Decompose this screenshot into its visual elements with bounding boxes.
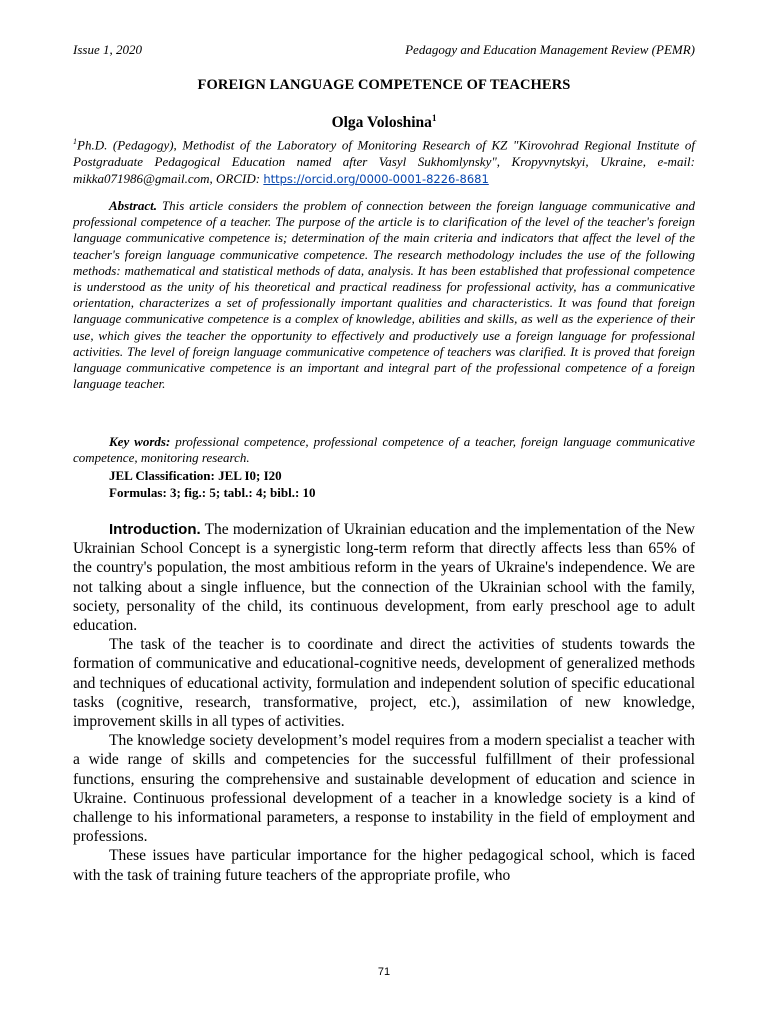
body-text	[73, 520, 695, 885]
formulas-count: Formulas: 3; fig.: 5; tabl.: 4; bibl.: 10	[109, 485, 316, 500]
journal-name: Pedagogy and Education Management Review (PEMR)	[405, 42, 695, 57]
author-footnote-marker: 1	[431, 113, 437, 123]
article-title: FOREIGN LANGUAGE COMPETENCE OF TEACHERS	[197, 77, 571, 93]
keywords	[73, 434, 695, 466]
paragraph-2: The task of the teacher is to coordinate and direct the activities of students towards the formation of communicative and educational-cognitive needs, development of generalized methods and techniques of educational activity, formulation and independent solution of specific educational tasks (cognitive, research, transformative, project, etc.), assimilation of new knowledge, improvement skills in all types of activities.	[73, 636, 695, 731]
issue-label: Issue 1, 2020	[73, 42, 142, 57]
affiliation	[73, 134, 695, 188]
abstract-text: This article considers the problem of connection between the foreign language communicative and professional competence of a teacher. The purpose of the article is to clarification of the level of the teacher's foreign language communicative competence is; determination of the main criteria and indicators that affect the level of the teacher's foreign language communicative competence. The research methodology includes the use of the following methods: mathematical and statistical methods of data, analysis. It has been established that professional competence is understood as the unity of his theoretical and practical readiness for professional activity, has a communicative orientation, characterizes a set of professionally important qualities and characteristics. It was found that foreign language communicative competence is a complex of knowledge, abilities and skills, as well as the experience of their use, which gives the teacher the opportunity to effectively and productively use a foreign language for professional activities. The level of foreign language communicative competence of teachers was clarified. It is proved that foreign language communicative competence is an important and integral part of the professional competence of a foreign language teacher.	[73, 198, 695, 392]
paragraph-1-text: The modernization of Ukrainian education and the implementation of the New Ukrainian School Concept is a synergistic long-term reform that directly affects less than 65% of the country's population, the most ambitious reform in the years of Ukraine's independence. We are not talking about a single influence, but the connection of the Ukrainian school with the family, society, personality of the child, its continuous development, from early preschool age to adult education.	[73, 521, 695, 635]
paragraph-3: The knowledge society development’s model requires from a modern specialist a teacher with a wide range of skills and competencies for the successful fulfillment of their professional functions, ensuring the comprehensive and sustainable development of education and science in Ukraine. Continuous professional development of a teacher in a knowledge society is a kind of challenge to his informational parameters, a response to instability in the field of employment and professions.	[73, 732, 695, 846]
introduction-heading: Introduction.	[109, 521, 201, 538]
paragraph-4: These issues have particular importance for the higher pedagogical school, which is faced with the task of training future teachers of the appropriate profile, who	[73, 847, 695, 884]
affiliation-marker: 1	[73, 137, 77, 146]
affiliation-text: Ph.D. (Pedagogy), Methodist of the Laboratory of Monitoring Research of KZ "Kirovohrad Regional Institute of Postgraduate Pedagogical Education named after Vasyl Sukhomlynsky", Kropyvnytskyi, Ukraine, e-mail: mikka071986@gmail.com	[73, 137, 695, 186]
paragraph-intro	[73, 520, 695, 635]
author-name-text: Olga Voloshina	[331, 114, 432, 132]
running-header	[73, 42, 695, 58]
orcid-label: , ORCID:	[209, 170, 264, 186]
author-name	[73, 113, 695, 132]
keywords-text: professional competence, professional competence of a teacher, foreign language communicative competence, monitoring research.	[73, 434, 695, 466]
keywords-label: Key words:	[109, 434, 171, 449]
orcid-link[interactable]: https://orcid.org/0000-0001-8226-8681	[263, 171, 489, 186]
abstract-label: Abstract.	[109, 198, 158, 213]
jel-classification: JEL Classification: JEL I0; I20	[109, 468, 282, 483]
page-number: 71	[377, 966, 391, 978]
abstract	[73, 198, 695, 392]
